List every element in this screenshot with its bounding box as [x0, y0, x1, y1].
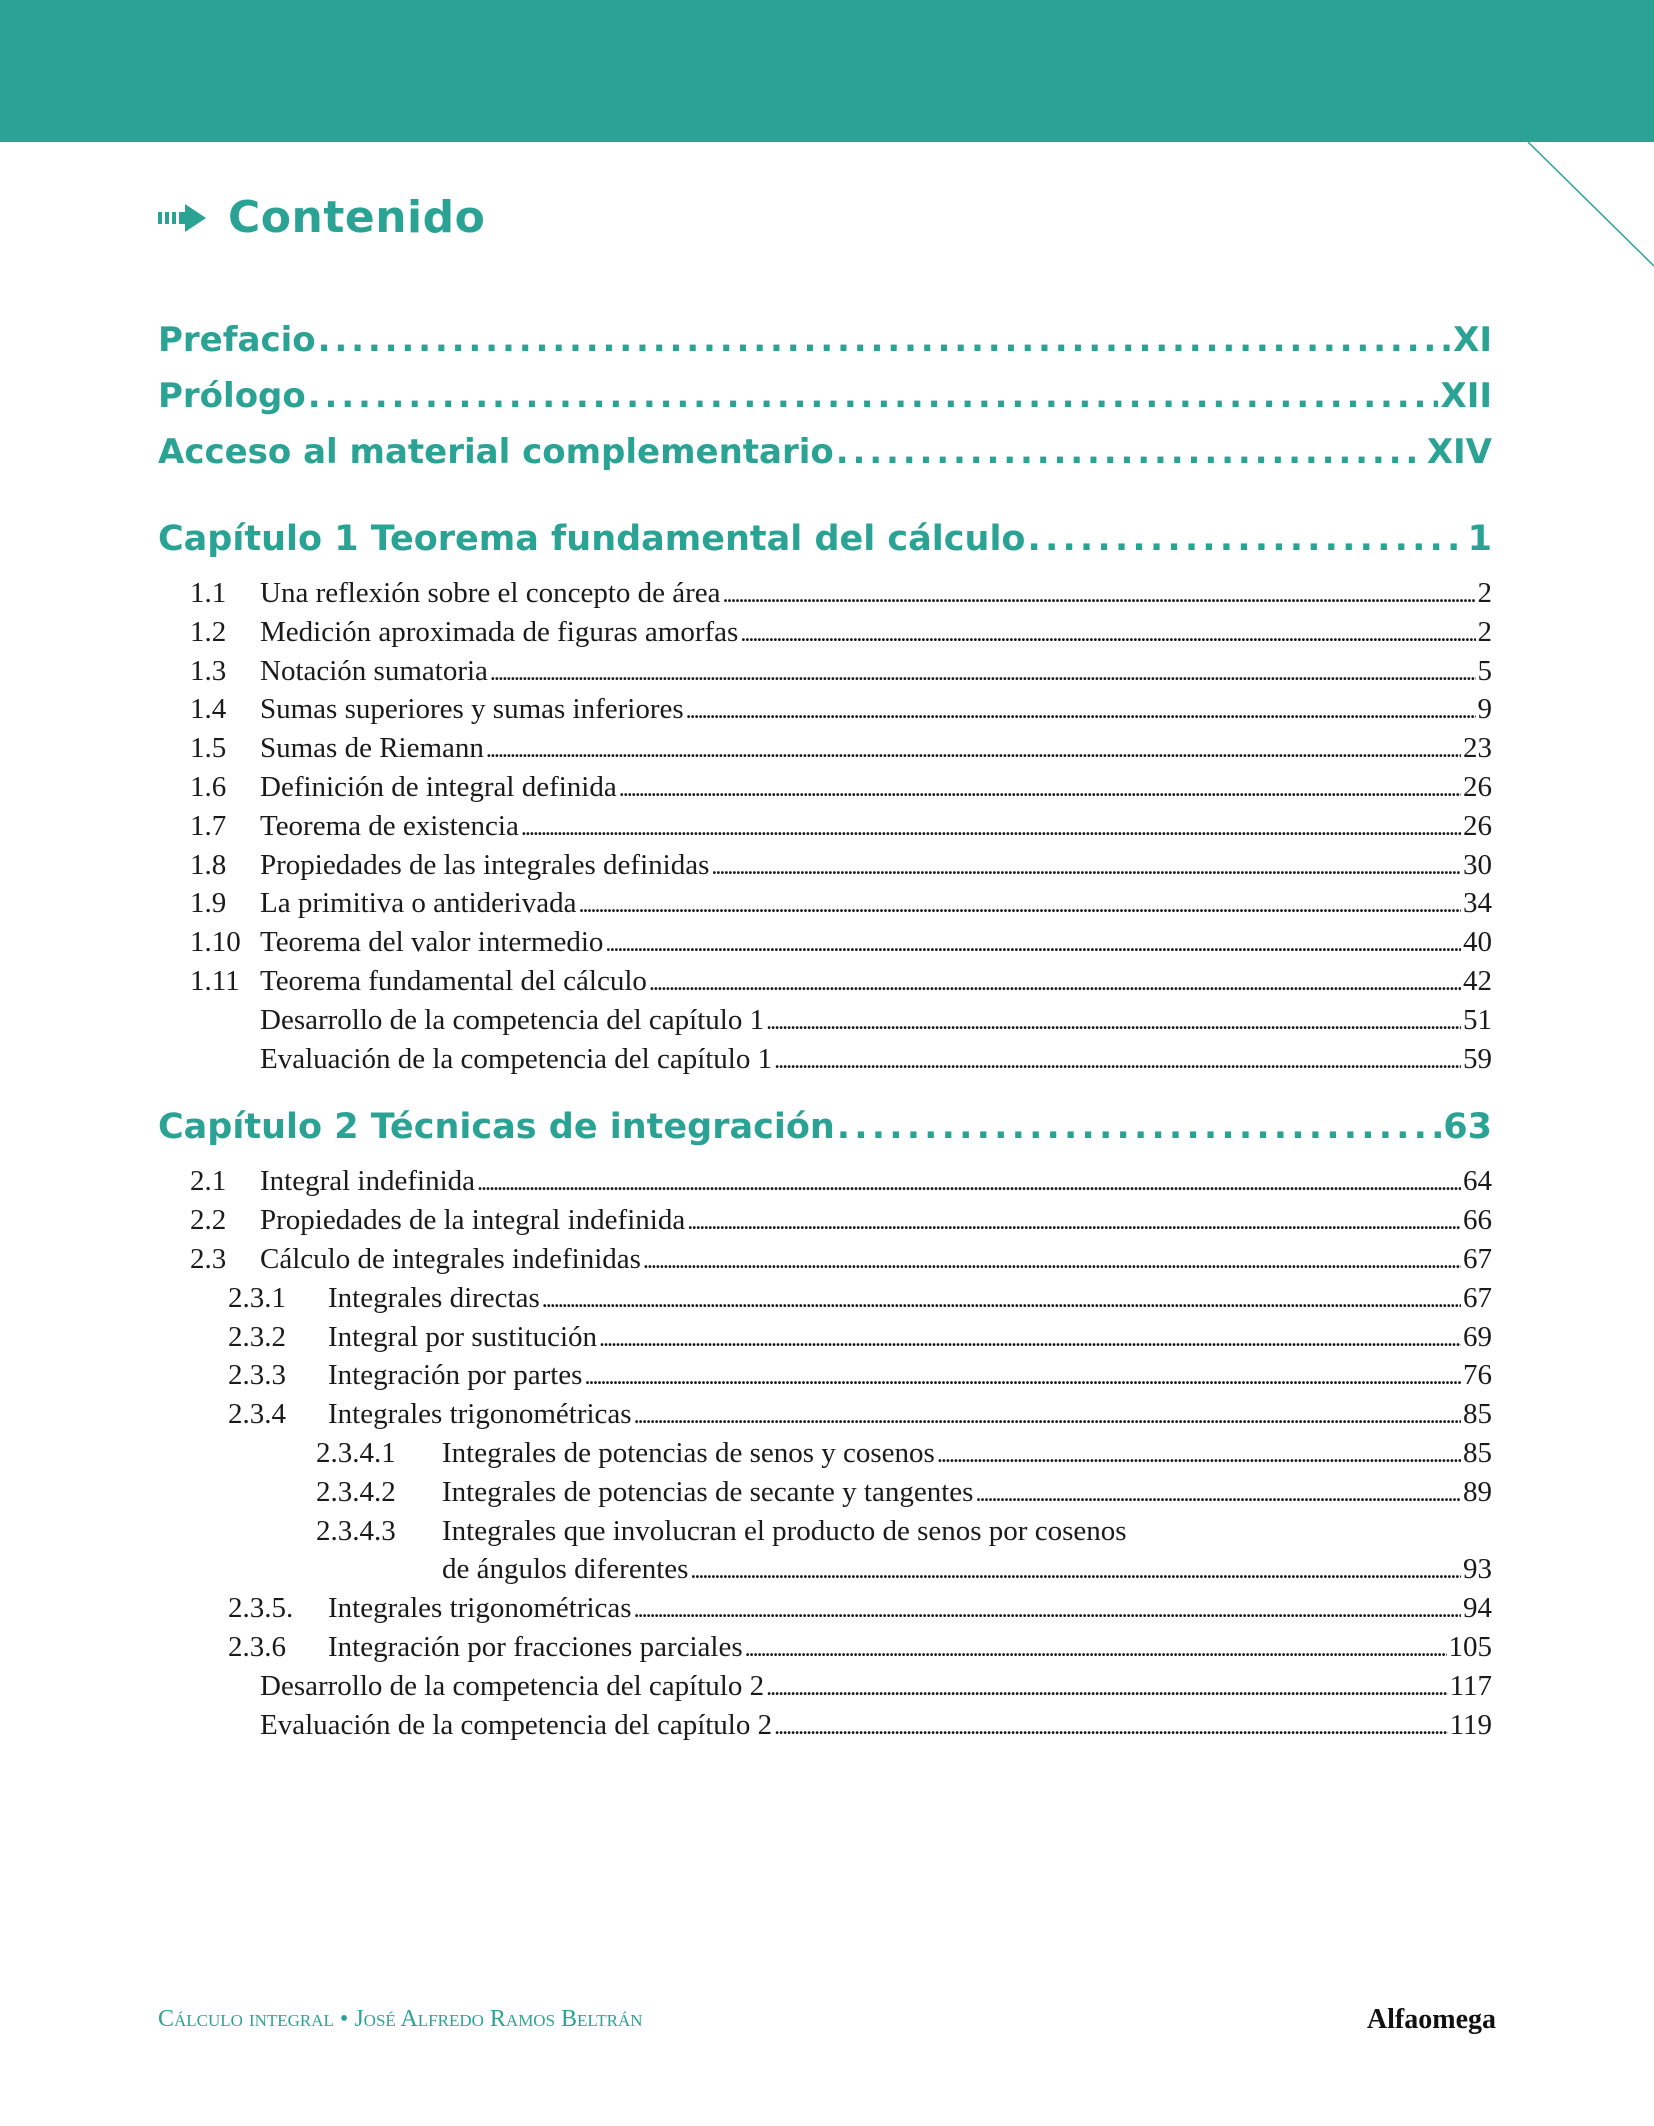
entry-page: 89: [1463, 1475, 1492, 1508]
entry-page: 69: [1463, 1320, 1492, 1353]
entry-page: 85: [1463, 1436, 1492, 1469]
entry-page: 67: [1463, 1242, 1492, 1275]
entry-page: 64: [1463, 1165, 1492, 1198]
dot-leader: [477, 1162, 1461, 1203]
entry-page: 119: [1449, 1708, 1492, 1741]
entry-number: 2.3.1: [228, 1281, 286, 1314]
toc-entry-row: [158, 807, 1492, 846]
dot-leader: [308, 368, 1439, 424]
toc-entry-row: [158, 1318, 1492, 1357]
entry-title: Teorema del valor intermedio: [260, 926, 604, 959]
entry-title: Una reflexión sobre el concepto de área: [260, 577, 721, 609]
dot-leader: [690, 1550, 1461, 1591]
dot-leader: [521, 807, 1461, 848]
front-matter-row: [158, 312, 1492, 368]
entry-page: 76: [1463, 1359, 1492, 1392]
dot-leader: [687, 1201, 1461, 1242]
toc-entry-row: [158, 1589, 1492, 1628]
dot-leader: [643, 1240, 1461, 1281]
entry-page: 40: [1463, 926, 1492, 959]
entry-page: 117: [1449, 1669, 1492, 1702]
entry-title-continued: de ángulos diferentes: [442, 1553, 689, 1586]
front-matter-title: Prefacio: [158, 320, 316, 360]
dot-leader: [723, 574, 1476, 615]
corner-decoration-line: [1500, 142, 1654, 272]
spacer: [158, 480, 1492, 510]
dot-leader: [774, 1040, 1461, 1081]
corner-line-stroke: [1528, 142, 1654, 266]
toc-entry-row: [158, 962, 1492, 1001]
dot-leader: [318, 312, 1451, 368]
arrow-stripe: [179, 212, 185, 224]
entry-number: 1.8: [190, 848, 227, 881]
dot-leader: [490, 652, 1476, 693]
toc-entry-row: [158, 884, 1492, 923]
entry-title: Integrales que involucran el producto de senos por cosenos: [442, 1514, 1127, 1547]
arrow-stripe: [158, 212, 162, 224]
entry-title: Teorema de existencia: [260, 809, 519, 842]
entry-page: 23: [1463, 732, 1492, 765]
dot-leader: [686, 690, 1476, 731]
entry-number: 2.3.4.2: [316, 1475, 396, 1508]
spacer: [158, 1744, 1492, 1764]
entry-title: Integrales trigonométricas: [328, 1592, 632, 1625]
dot-leader: [975, 1473, 1461, 1514]
entry-title: Integrales de potencias de senos y cosenos: [442, 1436, 935, 1469]
page-heading: [158, 192, 485, 243]
front-matter-title: Acceso al material complementario: [158, 432, 834, 472]
dot-leader: [766, 1667, 1447, 1708]
spacer: [158, 1078, 1492, 1098]
chapter-page: 1: [1467, 519, 1492, 559]
dot-leader: [774, 1706, 1447, 1747]
entry-title: Integrales directas: [328, 1281, 540, 1314]
toc-entry-row: [158, 652, 1492, 691]
entry-title: Evaluación de la competencia del capítulo 1: [260, 1042, 773, 1075]
front-matter-page: XI: [1453, 320, 1492, 360]
chapter-page: 63: [1443, 1107, 1492, 1148]
toc-entry-row: [158, 768, 1492, 807]
toc-entry-row: [158, 729, 1492, 768]
toc-entry-row: [158, 1395, 1492, 1434]
toc-entry-row: [158, 1512, 1492, 1551]
entry-page: 93: [1463, 1553, 1492, 1586]
front-matter-title: Prólogo: [158, 376, 306, 416]
toc-entry-row: [158, 1162, 1492, 1201]
dot-leader: [578, 884, 1461, 925]
entry-title: Integración por fracciones parciales: [328, 1630, 743, 1663]
entry-title: Integral por sustitución: [328, 1320, 598, 1353]
entry-page: 2: [1477, 615, 1492, 648]
toc-entry-row: [158, 1201, 1492, 1240]
top-band-fill: [0, 0, 1654, 142]
dot-leader: [584, 1356, 1461, 1397]
entry-title: Definición de integral definida: [260, 770, 617, 803]
entry-page: 26: [1463, 809, 1492, 842]
dot-leader: [486, 729, 1461, 770]
entry-page: 5: [1477, 654, 1492, 687]
table-of-contents: [158, 312, 1492, 1764]
entry-number: 1.6: [190, 770, 227, 803]
entry-number: 2.3.4.1: [316, 1436, 396, 1469]
toc-entry-row: [158, 574, 1492, 613]
top-color-band: [0, 0, 1654, 142]
entry-page: 9: [1477, 693, 1492, 726]
entry-number: 2.1: [190, 1165, 227, 1198]
entry-number: 2.3.2: [228, 1320, 286, 1353]
entry-page: 51: [1463, 1003, 1492, 1036]
arrow-stripe: [165, 212, 169, 224]
entry-page: 59: [1463, 1042, 1492, 1075]
entry-number: 1.4: [190, 693, 227, 726]
entry-number: 1.2: [190, 615, 227, 648]
arrow-head: [185, 204, 206, 232]
toc-entry-row: [158, 1356, 1492, 1395]
footer-book-title: Cálculo integral • José Alfredo Ramos Beltrán: [158, 2006, 643, 2032]
toc-entry-row: [158, 1240, 1492, 1279]
dot-leader: [711, 846, 1461, 887]
toc-entry-row: [158, 1667, 1492, 1706]
chapter-title: Capítulo 1 Teorema fundamental del cálculo: [158, 519, 1026, 559]
entry-number: 2.3.5.: [228, 1592, 294, 1625]
dot-leader: [599, 1318, 1461, 1359]
entry-number: 2.3.4: [228, 1398, 286, 1431]
dot-leader: [634, 1589, 1461, 1630]
entry-number: 1.3: [190, 654, 227, 687]
entry-title: Teorema fundamental del cálculo: [260, 964, 647, 997]
entry-title: Sumas de Riemann: [260, 732, 484, 765]
entry-number: 2.2: [190, 1204, 227, 1237]
dot-leader: [836, 424, 1425, 480]
dot-leader: [1027, 510, 1465, 568]
entry-number: 2.3: [190, 1242, 227, 1275]
entry-title: Propiedades de la integral indefinida: [260, 1204, 686, 1237]
entry-title: Cálculo de integrales indefinidas: [260, 1242, 641, 1275]
entry-number: 1.11: [190, 964, 240, 997]
entry-page: 34: [1463, 887, 1492, 920]
arrow-right-icon: [158, 204, 208, 232]
entry-title: Evaluación de la competencia del capítulo 2: [260, 1708, 773, 1741]
entry-title: Medición aproximada de figuras amorfas: [260, 615, 739, 648]
entry-page: 67: [1463, 1281, 1492, 1314]
entry-number: 1.9: [190, 887, 227, 920]
entry-page: 85: [1463, 1398, 1492, 1431]
toc-entry-row: [158, 1473, 1492, 1512]
front-matter-page: XII: [1440, 376, 1492, 416]
entry-page: 30: [1463, 848, 1492, 881]
entry-title: Integrales de potencias de secante y tangentes: [442, 1475, 974, 1508]
entry-title: La primitiva o antiderivada: [260, 887, 577, 920]
toc-entry-row: [158, 690, 1492, 729]
entry-page: 42: [1463, 964, 1492, 997]
front-matter-row: [158, 424, 1492, 480]
dot-leader: [605, 923, 1461, 964]
entry-page: 105: [1448, 1630, 1492, 1663]
dot-leader: [619, 768, 1461, 809]
entry-page: 2: [1477, 577, 1492, 609]
dot-leader: [740, 613, 1475, 654]
footer-publisher: Alfaomega: [1366, 2004, 1496, 2035]
dot-leader: [837, 1098, 1442, 1156]
entry-title: Integrales trigonométricas: [328, 1398, 632, 1431]
toc-entry-row: [158, 613, 1492, 652]
dot-leader: [745, 1628, 1447, 1669]
dot-leader: [766, 1001, 1461, 1042]
entry-number: 2.3.6: [228, 1630, 286, 1663]
front-matter-page: XIV: [1426, 432, 1492, 472]
entry-page: 94: [1463, 1592, 1492, 1625]
toc-entry-row: [158, 1001, 1492, 1040]
entry-title: Desarrollo de la competencia del capítulo 1: [260, 1003, 765, 1036]
entry-title: Notación sumatoria: [260, 654, 488, 687]
entry-page: 26: [1463, 770, 1492, 803]
dot-leader: [542, 1279, 1461, 1320]
entry-number: 2.3.4.3: [316, 1514, 396, 1547]
entry-title: Propiedades de las integrales definidas: [260, 848, 710, 881]
entry-number: 1.5: [190, 732, 227, 765]
entry-number: 1.7: [190, 809, 227, 842]
entry-title: Sumas superiores y sumas inferiores: [260, 693, 684, 726]
page-title: Contenido: [228, 192, 486, 243]
dot-leader: [649, 962, 1461, 1003]
entry-title: Desarrollo de la competencia del capítulo 2: [260, 1669, 765, 1702]
entry-number: 1.1: [190, 577, 227, 609]
toc-entry-row: [158, 923, 1492, 962]
dot-leader: [937, 1434, 1461, 1475]
chapter-title: Capítulo 2 Técnicas de integración: [158, 1107, 835, 1148]
front-matter-row: [158, 368, 1492, 424]
toc-entry-row: [158, 1279, 1492, 1318]
chapter-heading-row: [158, 510, 1492, 568]
toc-entry-row: [158, 1706, 1492, 1745]
chapter-heading-row: [158, 1098, 1492, 1156]
toc-entry-row: [158, 1434, 1492, 1473]
entry-page: 66: [1463, 1204, 1492, 1237]
toc-entry-row: [158, 1628, 1492, 1667]
dot-leader: [634, 1395, 1461, 1436]
arrow-stripe: [172, 212, 176, 224]
toc-entry-continuation: [158, 1550, 1492, 1589]
toc-entry-row: [158, 1040, 1492, 1079]
entry-title: Integral indefinida: [260, 1165, 475, 1198]
entry-title: Integración por partes: [328, 1359, 583, 1392]
entry-number: 2.3.3: [228, 1359, 286, 1392]
entry-number: 1.10: [190, 926, 241, 959]
toc-entry-row: [158, 846, 1492, 885]
